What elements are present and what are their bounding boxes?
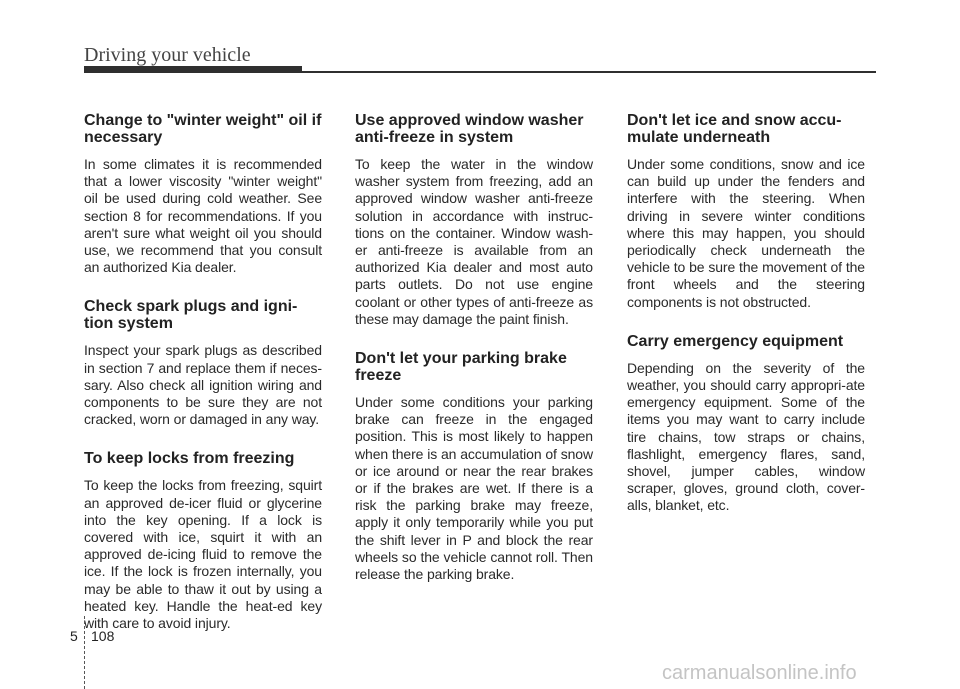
- watermark: carmanualsonline.info: [662, 662, 857, 684]
- section-parking-brake: [355, 350, 593, 583]
- section-heading: Don't let ice and snow accu-mulate underneath: [627, 112, 842, 146]
- section-spark-plugs: [84, 298, 322, 428]
- section-body: Inspect your spark plugs as described in section 7 and replace them if neces-sary. Also check all ignition wiring and components to be sure they are not cracked, worn or damaged in any way.: [84, 342, 322, 428]
- section-heading: Use approved window washer anti-freeze in system: [355, 112, 584, 146]
- page-number: 108: [91, 628, 115, 644]
- header-title: Driving your vehicle: [84, 44, 251, 66]
- section-heading: Change to "winter weight" oil if necessary: [84, 112, 322, 146]
- section-body: To keep the locks from freezing, squirt an approved de-icer fluid or glycerine into the key opening. If a lock is covered with ice, squirt it with an approved de-icing fluid to remove the ice. If the lock is frozen internally, you may be able to thaw it out by using a heated key. Handle the heat-ed key with care to avoid injury.: [84, 477, 322, 632]
- column-1: [84, 112, 322, 654]
- section-emergency-equipment: [627, 333, 865, 515]
- section-locks: [84, 450, 322, 632]
- section-body: In some climates it is recommended that a lower viscosity "winter weight" oil be used during cold weather. See section 8 for recommendations. If you aren't sure what weight oil you should use, we recommend that you consult an authorized Kia dealer.: [84, 156, 322, 276]
- section-body: Under some conditions, snow and ice can build up under the fenders and interfere with the steering. When driving in severe winter conditions where this may happen, you should periodically check underneath the vehicle to be sure the movement of the front wheels and the steering components is not obstructed.: [627, 156, 865, 310]
- footer-dashed-divider: [84, 616, 85, 689]
- section-heading: Check spark plugs and igni-tion system: [84, 298, 298, 333]
- chapter-number: 5: [70, 628, 78, 644]
- section-body: Under some conditions your parking brake can freeze in the engaged position. This is most likely to happen when there is an accumulation of snow or ice around or near the rear brakes or if the brakes are wet. If there is a risk the parking brake may freeze, apply it only temporarily while you put the shift lever in P and block the rear wheels so the vehicle cannot roll. Then release the parking brake.: [355, 394, 593, 583]
- header-rule-thin: [84, 71, 876, 73]
- section-washer-antifreeze: [355, 112, 593, 328]
- section-body: To keep the water in the window washer system from freezing, add an approved window washer anti-freeze solution in accordance with instruc-tions on the container. Window wash-er anti-freeze is available from an authorized Kia dealer and most auto parts outlets. Do not use engine coolant or other types of anti-freeze as these may damage the paint finish.: [355, 156, 593, 327]
- section-heading: Don't let your parking brake freeze: [355, 350, 567, 385]
- column-3: [627, 112, 865, 537]
- section-ice-snow: [627, 112, 865, 311]
- section-heading: Carry emergency equipment: [627, 332, 844, 350]
- section-heading: To keep locks from freezing: [84, 450, 295, 468]
- section-winter-oil: [84, 112, 322, 276]
- column-2: [355, 112, 593, 605]
- section-body: Depending on the severity of the weather, you should carry appropri-ate emergency equipment. Some of the items you may want to carry include tire chains, tow straps or chains, flashlight, emergency flares, sand, shovel, jumper cables, window scraper, gloves, ground cloth, cover-alls, blanket, etc.: [627, 359, 865, 514]
